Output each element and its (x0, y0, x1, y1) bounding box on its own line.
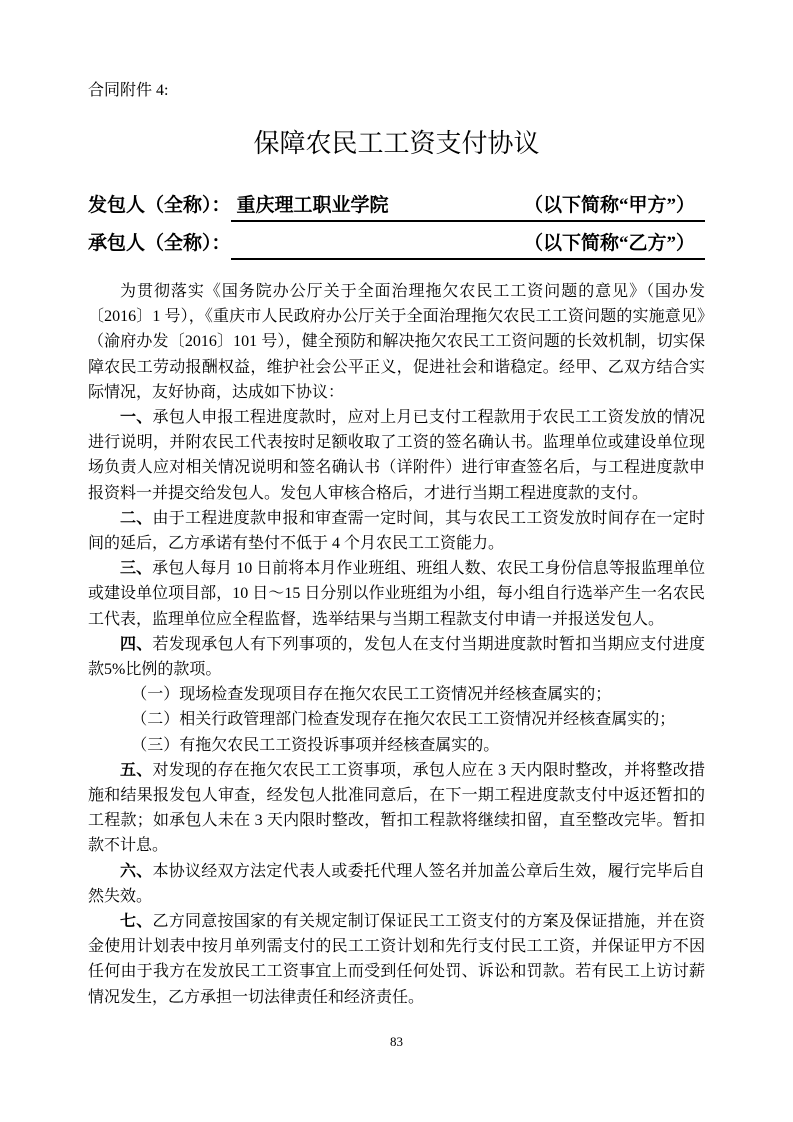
clause-4 (88, 632, 705, 682)
parties-section (88, 190, 705, 266)
page-number: 83 (390, 1034, 403, 1049)
employer-name: 重庆理工职业学院 (236, 195, 389, 216)
document-title: 保障农民工工资支付协议 (253, 129, 540, 158)
attachment-label: 合同附件 4: (88, 82, 169, 99)
sub-item-2-text: （二）相关行政管理部门检查发现存在拖欠农民工工资情况并经核查属实的； (131, 711, 676, 729)
clause-3 (88, 556, 705, 632)
contractor-alias: （以下简称“乙方”） (523, 233, 695, 254)
clause-5-text: 对发现的存在拖欠农民工工资事项，承包人应在 3 天内限时整改，并将整改措施和结果报发包人审查，经发包人批准同意后，在下一期工程进度款支付中返还暂扣的工程款；如承包人未在 3 天内限时整改，暂扣工程款将继续扣留，直至整改完毕。暂扣款不计息。 (88, 761, 705, 855)
clause-1-number: 一、 (120, 409, 153, 427)
sub-item-3-text: （三）有拖欠农民工工资投诉事项并经核查属实的。 (131, 736, 500, 754)
clause-6-text: 本协议经双方法定代表人或委托代理人签名并加盖公章后生效，履行完毕后自然失效。 (88, 862, 705, 905)
clause-7 (88, 909, 705, 1010)
party-line-employer (88, 190, 705, 228)
clause-2-text: 由于工程进度款申报和审查需一定时间，其与农民工工资发放时间存在一定时间的延后，乙方承诺有垫付不低于 4 个月农民工工资能力。 (88, 509, 705, 553)
clause-2-number: 二、 (120, 509, 153, 527)
sub-item-1-text: （一）现场检查发现项目存在拖欠农民工工资情况并经核查属实的； (131, 686, 612, 704)
contractor-underline-field (231, 228, 705, 260)
clause-4-sub-item-1 (88, 682, 705, 707)
clause-6-number: 六、 (120, 862, 153, 880)
preamble-text: 为贯彻落实《国务院办公厅关于全面治理拖欠农民工工资问题的意见》（国办发〔2016〕1 号），《重庆市人民政府办公厅关于全面治理拖欠农民工工资问题的实施意见》（渝府办发〔2016〕101 号），健全预防和解决拖欠农民工工资问题的长效机制，切实保障农民工劳动报酬权益，维护社会公平正义，促进社会和谐稳定。经甲、乙双方结合实际情况，友好协商，达成如下协议： (88, 283, 705, 401)
clause-7-number: 七、 (120, 913, 153, 931)
clause-3-number: 三、 (120, 560, 153, 578)
clause-5 (88, 758, 705, 859)
preamble-paragraph (88, 279, 705, 405)
clause-4-sub-item-2 (88, 707, 705, 732)
clause-4-number: 四、 (120, 635, 153, 653)
employer-label: 发包人（全称）： (88, 195, 231, 216)
clause-4-text: 若发现承包人有下列事项的，发包人在支付当期进度款时暂扣当期应支付进度款5%比例的款项。 (88, 635, 705, 679)
clause-3-text: 承包人每月 10 日前将本月作业班组、班组人数、农民工身份信息等报监理单位或建设单位项目部，10 日～15 日分别以作业班组为小组，每小组自行选举产生一名农民工代表，监理单位应全程监督，选举结果与当期工程款支付申请一并报送发包人。 (88, 560, 705, 628)
clause-1 (88, 405, 705, 506)
clause-7-text: 乙方同意按国家的有关规定制订保证民工工资支付的方案及保证措施，并在资金使用计划表中按月单列需支付的民工工资计划和先行支付民工工资，并保证甲方不因任何由于我方在发放民工工资事宜上而受到任何处罚、诉讼和罚款。若有民工上访讨薪情况发生，乙方承担一切法律责任和经济责任。 (88, 913, 705, 1006)
clause-1-text: 承包人申报工程进度款时，应对上月已支付工程款用于农民工工资发放的情况进行说明，并附农民工代表按时足额收取了工资的签名确认书。监理单位或建设单位现场负责人应对相关情况说明和签名确认书（详附件）进行审查签名后，与工程进度款申报资料一并提交给发包人。发包人审核合格后，才进行当期工程进度款的支付。 (88, 409, 705, 502)
employer-underline-field (231, 190, 705, 222)
contractor-label: 承包人（全称）： (88, 233, 231, 254)
clause-2 (88, 506, 705, 556)
party-line-contractor (88, 228, 705, 266)
employer-alias: （以下简称“甲方”） (523, 195, 695, 216)
clause-4-sub-item-3 (88, 733, 705, 758)
clause-6 (88, 859, 705, 909)
clause-5-number: 五、 (120, 761, 153, 779)
document-body (88, 279, 705, 1010)
